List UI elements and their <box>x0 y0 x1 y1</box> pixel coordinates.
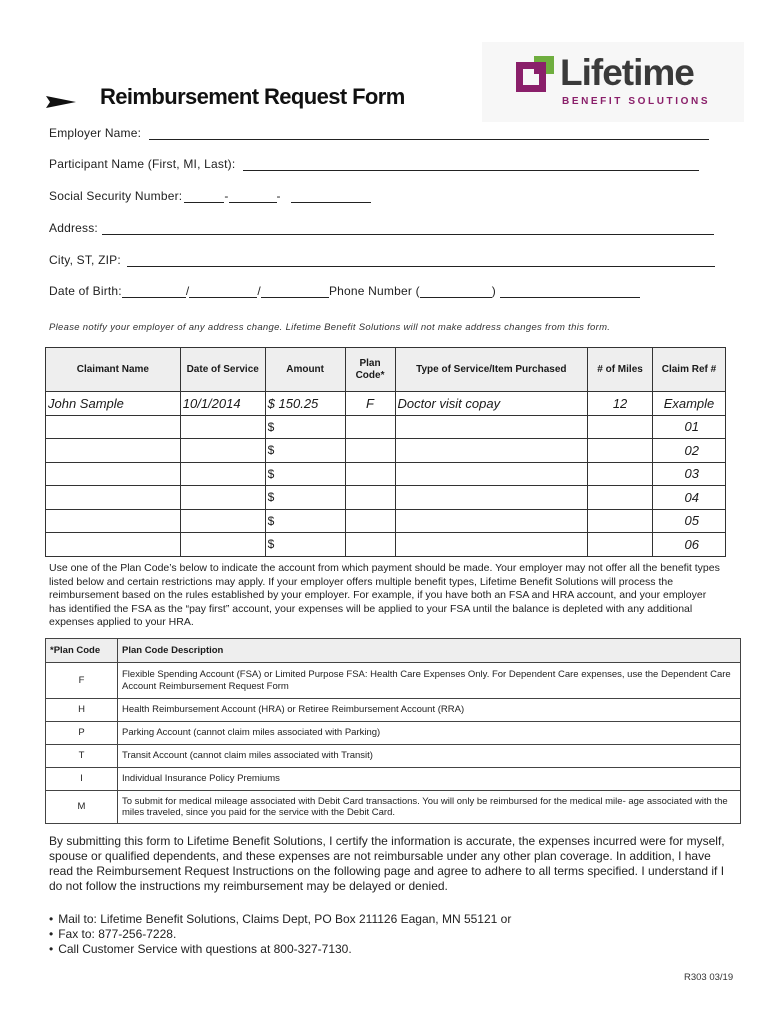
list-item: • Fax to: 877-256-7228. <box>49 927 511 942</box>
participant-name-label: Participant Name (First, MI, Last): <box>49 157 236 171</box>
plan-code-cell[interactable] <box>345 415 395 439</box>
contact-list <box>49 912 511 957</box>
dob-month-line[interactable] <box>122 285 186 298</box>
dob-label: Date of Birth: <box>49 284 122 298</box>
plan-code: M <box>46 791 118 824</box>
city-st-zip-label: City, ST, ZIP: <box>49 253 121 267</box>
plan-code-desc: To submit for medical mileage associated with Debit Card transactions. You will only be reimbursed for the medical mile- age associated with the miles traveled, since you paid for the service with the Debit Card. <box>118 791 741 824</box>
claimant-cell[interactable] <box>46 509 181 533</box>
date-cell[interactable] <box>180 486 265 510</box>
phone-number-line[interactable] <box>500 285 640 298</box>
plan-code: T <box>46 745 118 768</box>
claimant-cell[interactable] <box>46 439 181 463</box>
col-type-of-service: Type of Service/Item Purchased <box>395 348 588 392</box>
table-row <box>46 486 726 510</box>
plan-code-cell[interactable] <box>345 509 395 533</box>
plan-code-instructions: Use one of the Plan Code’s below to indicate the account from which payment should be made. Your employer may not offer all the benefit types listed below and certain restrictions may apply. If your employer offers multiple benefit types, Lifetime Benefit Solutions will process the reimbursement based on the rules established by your employer. For example, if you have both an FSA and HRA account, and your employer has identified the FSA as the “pay first” account, your expenses will be applied to your FSA until the balance is depleted with any additional expenses applied to your HRA. <box>49 562 720 629</box>
col-amount: Amount <box>265 348 345 392</box>
ssn-part2-line[interactable] <box>229 190 277 203</box>
logo-wordmark: Lifetime <box>560 52 694 93</box>
plan-code-desc: Health Reimbursement Account (HRA) or Retiree Reimbursement Account (RRA) <box>118 699 741 722</box>
table-row <box>46 722 741 745</box>
ssn-separator: - <box>276 189 281 203</box>
employer-name-line[interactable] <box>149 127 709 140</box>
list-item: • Mail to: Lifetime Benefit Solutions, Claims Dept, PO Box 211126 Eagan, MN 55121 or <box>49 912 511 927</box>
plan-code: I <box>46 768 118 791</box>
employer-name-field[interactable] <box>49 126 709 140</box>
col-claimant-name: Claimant Name <box>46 348 181 392</box>
type-cell[interactable] <box>395 439 588 463</box>
claimant-cell[interactable] <box>46 486 181 510</box>
amount-cell[interactable]: $ <box>265 439 345 463</box>
participant-name-field[interactable] <box>49 157 699 171</box>
participant-name-line[interactable] <box>243 158 699 171</box>
example-amount: $ 150.25 <box>265 392 345 416</box>
amount-cell[interactable]: $ <box>265 415 345 439</box>
plan-code-header-row <box>46 639 741 663</box>
dob-day-line[interactable] <box>189 285 257 298</box>
dob-year-line[interactable] <box>261 285 329 298</box>
date-cell[interactable] <box>180 439 265 463</box>
col-plan-code-letter: *Plan Code <box>46 639 118 663</box>
plan-code: F <box>46 663 118 699</box>
amount-cell[interactable]: $ <box>265 486 345 510</box>
type-cell[interactable] <box>395 509 588 533</box>
plan-code: H <box>46 699 118 722</box>
form-code-footer: R303 03/19 <box>684 972 734 983</box>
table-row <box>46 462 726 486</box>
table-row <box>46 663 741 699</box>
claimant-cell[interactable] <box>46 533 181 557</box>
miles-cell[interactable] <box>588 533 653 557</box>
table-row <box>46 699 741 722</box>
ssn-part1-line[interactable] <box>184 190 224 203</box>
claim-ref-cell: 03 <box>652 462 725 486</box>
col-date-of-service: Date of Service <box>180 348 265 392</box>
certification-statement: By submitting this form to Lifetime Benefit Solutions, I certify the information is accurate, the expenses incurred were for myself, spouse or qualified dependents, and these expenses are not reimbursable under any other plan coverage. In addition, I have read the Reimbursement Request Instructions on the following page and agree to adhere to all terms specified. I understand if I do not follow the instructions my reimbursement may be delayed or denied. <box>49 834 725 893</box>
logo-subtitle: BENEFIT SOLUTIONS <box>562 96 711 107</box>
claim-ref-cell: 01 <box>652 415 725 439</box>
plan-code-cell[interactable] <box>345 462 395 486</box>
phone-close-paren: ) <box>491 284 496 298</box>
miles-cell[interactable] <box>588 439 653 463</box>
plan-code-desc: Transit Account (cannot claim miles associated with Transit) <box>118 745 741 768</box>
plan-code-desc: Parking Account (cannot claim miles associated with Parking) <box>118 722 741 745</box>
type-cell[interactable] <box>395 486 588 510</box>
arrow-icon <box>46 94 76 110</box>
ssn-label: Social Security Number: <box>49 189 183 203</box>
dob-separator: / <box>185 284 190 298</box>
claimant-cell[interactable] <box>46 415 181 439</box>
claim-ref-cell: 02 <box>652 439 725 463</box>
col-plan-code: Plan Code* <box>345 348 395 392</box>
amount-cell[interactable]: $ <box>265 509 345 533</box>
ssn-part3-line[interactable] <box>291 190 371 203</box>
claim-ref-cell: 06 <box>652 533 725 557</box>
company-logo <box>482 42 744 122</box>
address-label: Address: <box>49 221 98 235</box>
plan-code-cell[interactable] <box>345 533 395 557</box>
claim-ref-cell: 04 <box>652 486 725 510</box>
phone-label: Phone Number ( <box>328 284 420 298</box>
example-ref: Example <box>652 392 725 416</box>
date-cell[interactable] <box>180 509 265 533</box>
table-row <box>46 768 741 791</box>
city-st-zip-field[interactable] <box>49 253 715 267</box>
table-row <box>46 509 726 533</box>
col-miles: # of Miles <box>588 348 653 392</box>
ssn-separator: - <box>224 189 229 203</box>
phone-area-line[interactable] <box>420 285 492 298</box>
dob-phone-row[interactable] <box>49 284 640 298</box>
date-cell[interactable] <box>180 415 265 439</box>
plan-code-desc: Individual Insurance Policy Premiums <box>118 768 741 791</box>
lifetime-logo-icon <box>516 56 554 92</box>
table-row <box>46 533 726 557</box>
table-row-example <box>46 392 726 416</box>
date-cell[interactable] <box>180 533 265 557</box>
table-row <box>46 439 726 463</box>
table-row <box>46 415 726 439</box>
col-claim-ref: Claim Ref # <box>652 348 725 392</box>
miles-cell[interactable] <box>588 509 653 533</box>
example-date: 10/1/2014 <box>180 392 265 416</box>
col-plan-code-description: Plan Code Description <box>118 639 741 663</box>
example-miles: 12 <box>588 392 653 416</box>
amount-cell[interactable]: $ <box>265 533 345 557</box>
type-cell[interactable] <box>395 533 588 557</box>
dob-separator: / <box>257 284 261 298</box>
amount-cell[interactable]: $ <box>265 462 345 486</box>
claimant-cell[interactable] <box>46 462 181 486</box>
table-row <box>46 791 741 824</box>
ssn-field[interactable] <box>49 189 371 203</box>
table-row <box>46 745 741 768</box>
employer-name-label: Employer Name: <box>49 126 142 140</box>
example-type: Doctor visit copay <box>395 392 588 416</box>
type-cell[interactable] <box>395 462 588 486</box>
claim-ref-cell: 05 <box>652 509 725 533</box>
city-st-zip-line[interactable] <box>127 254 715 267</box>
list-item: • Call Customer Service with questions at 800-327-7130. <box>49 942 511 957</box>
miles-cell[interactable] <box>588 486 653 510</box>
miles-cell[interactable] <box>588 415 653 439</box>
miles-cell[interactable] <box>588 462 653 486</box>
example-claimant: John Sample <box>46 392 181 416</box>
plan-code-cell[interactable] <box>345 439 395 463</box>
date-cell[interactable] <box>180 462 265 486</box>
claims-header-row <box>46 348 726 392</box>
plan-code-cell[interactable] <box>345 486 395 510</box>
plan-code-table <box>45 638 741 824</box>
plan-code-desc: Flexible Spending Account (FSA) or Limited Purpose FSA: Health Care Expenses Only. For Dependent Care expenses, use the Dependent Care Account Reimbursement Request Form <box>118 663 741 699</box>
example-plan-code: F <box>345 392 395 416</box>
address-line[interactable] <box>102 222 714 235</box>
address-change-notice: Please notify your employer of any address change. Lifetime Benefit Solutions will not make address changes from this form. <box>49 322 611 333</box>
plan-code: P <box>46 722 118 745</box>
address-field[interactable] <box>49 221 714 235</box>
form-title: Reimbursement Request Form <box>100 84 405 109</box>
claims-table <box>45 347 726 557</box>
type-cell[interactable] <box>395 415 588 439</box>
